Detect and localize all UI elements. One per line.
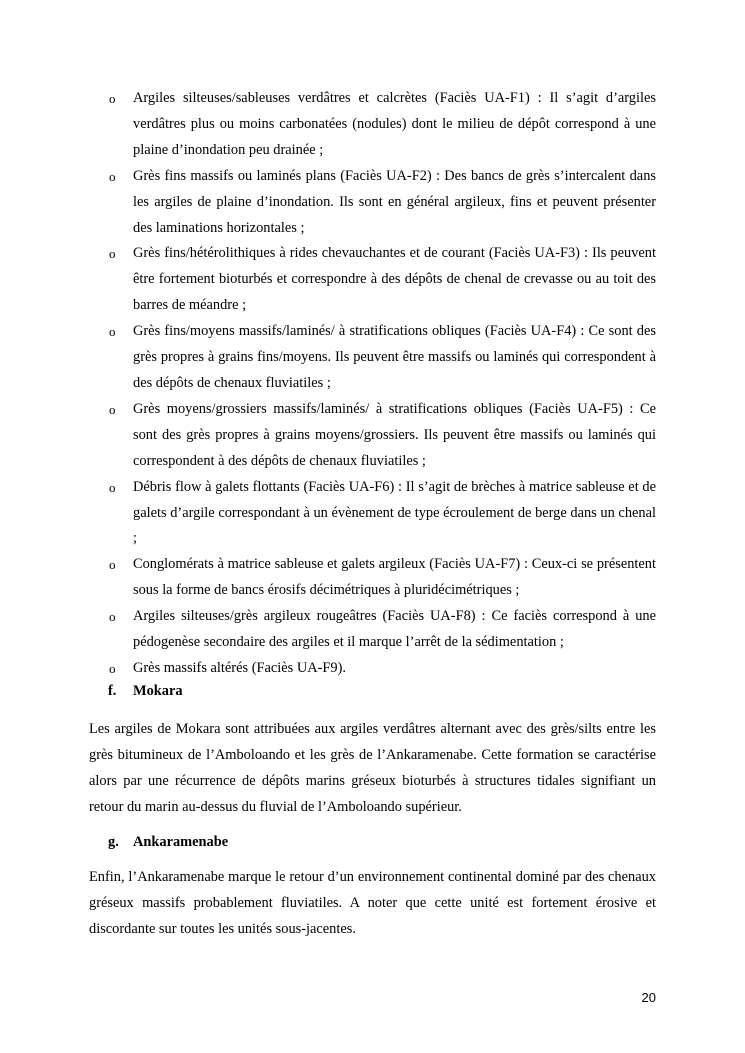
list-item — [89, 86, 656, 164]
section-heading-ankaramenabe — [108, 830, 228, 856]
bullet-marker: o — [109, 557, 116, 573]
list-item — [89, 552, 656, 604]
bullet-marker: o — [109, 324, 116, 340]
list-item — [89, 397, 656, 475]
list-item-text: Grès fins/moyens massifs/laminés/ à stratifications obliques (Faciès UA-F4) : Ce sont des grès propres à grains fins/moyens. Ils peuvent être massifs ou laminés qui correspondent à des dépôts de chenaux fluviatiles ; — [133, 323, 656, 391]
list-item — [89, 604, 656, 656]
bullet-marker: o — [109, 91, 116, 106]
bullet-marker: o — [109, 401, 116, 417]
list-item — [89, 164, 656, 242]
list-item-text: Grès fins/hétérolithiques à rides chevauchantes et de courant (Faciès UA-F3) : Ils peuvent être fortement bioturbés et correspondre à des dépôts de chenal de crevasse ou au toit des barres de méandre ; — [133, 245, 656, 314]
bullet-marker: o — [109, 609, 116, 625]
list-item — [89, 656, 656, 682]
section-letter: g. — [108, 834, 119, 850]
section-title: Mokara — [133, 683, 183, 699]
facies-list — [89, 86, 656, 682]
section-title: Ankaramenabe — [133, 834, 229, 850]
page-number: 20 — [641, 990, 656, 1005]
list-item — [89, 241, 656, 319]
list-item — [89, 475, 656, 553]
list-item-text: Grès fins massifs ou laminés plans (Faciès UA-F2) : Des bancs de grès s’intercalent dans les argiles de plaine d’inondation. Ils sont en général argileux, fins et peuvent présenter des laminations horizontales ; — [133, 167, 656, 236]
bullet-marker: o — [109, 246, 116, 262]
paragraph-mokara: Les argiles de Mokara sont attribuées aux argiles verdâtres alternant avec des grès/silts entre les grès bitumineux de l’Amboloando et les grès de l’Ankaramenabe. Cette formation se caractérise alors par une récurrence de dépôts marins gréseux bioturbés à structures tidales signifiant un retour du marin au-dessus du fluvial de l’Amboloando supérieur. — [89, 721, 656, 815]
bullet-marker: o — [109, 479, 116, 495]
list-item-text: Débris flow à galets flottants (Faciès UA-F6) : Il s’agit de brèches à matrice sableuse et de galets d’argile correspondant à un évènement de type écroulement de berge dans un chenal ; — [133, 478, 656, 547]
bullet-marker: o — [109, 660, 116, 676]
list-item-text: Argiles silteuses/grès argileux rougeâtres (Faciès UA-F8) : Ce faciès correspond à une pédogenèse secondaire des argiles et il marque l’arrêt de la sédimentation ; — [133, 608, 656, 651]
list-item-text: Grès moyens/grossiers massifs/laminés/ à stratifications obliques (Faciès UA-F5) : Ce sont des grès propres à grains moyens/grossiers. Ils peuvent être massifs ou laminés qui correspondent à des dépôts de chenaux fluviatiles ; — [133, 400, 656, 469]
section-letter: f. — [108, 683, 117, 699]
list-item-text: Argiles silteuses/sableuses verdâtres et calcrètes (Faciès UA-F1) : Il s’agit d’argiles verdâtres plus ou moins carbonatées (nodules) dont le milieu de dépôt correspond à une plaine d’inondation peu drainée ; — [133, 90, 656, 158]
bullet-marker: o — [109, 168, 116, 184]
section-heading-mokara — [108, 679, 183, 705]
paragraph-ankaramenabe: Enfin, l’Ankaramenabe marque le retour d’un environnement continental dominé par des chenaux gréseux massifs probablement fluviatiles. A noter que cette unité est fortement érosive et discordante sur toutes les unités sous-jacentes. — [89, 869, 656, 937]
list-item-text: Grès massifs altérés (Faciès UA-F9). — [133, 659, 347, 676]
list-item — [89, 319, 656, 397]
list-item-text: Conglomérats à matrice sableuse et galets argileux (Faciès UA-F7) : Ceux-ci se présentent sous la forme de bancs érosifs décimétriques à pluridécimétriques ; — [133, 556, 656, 599]
